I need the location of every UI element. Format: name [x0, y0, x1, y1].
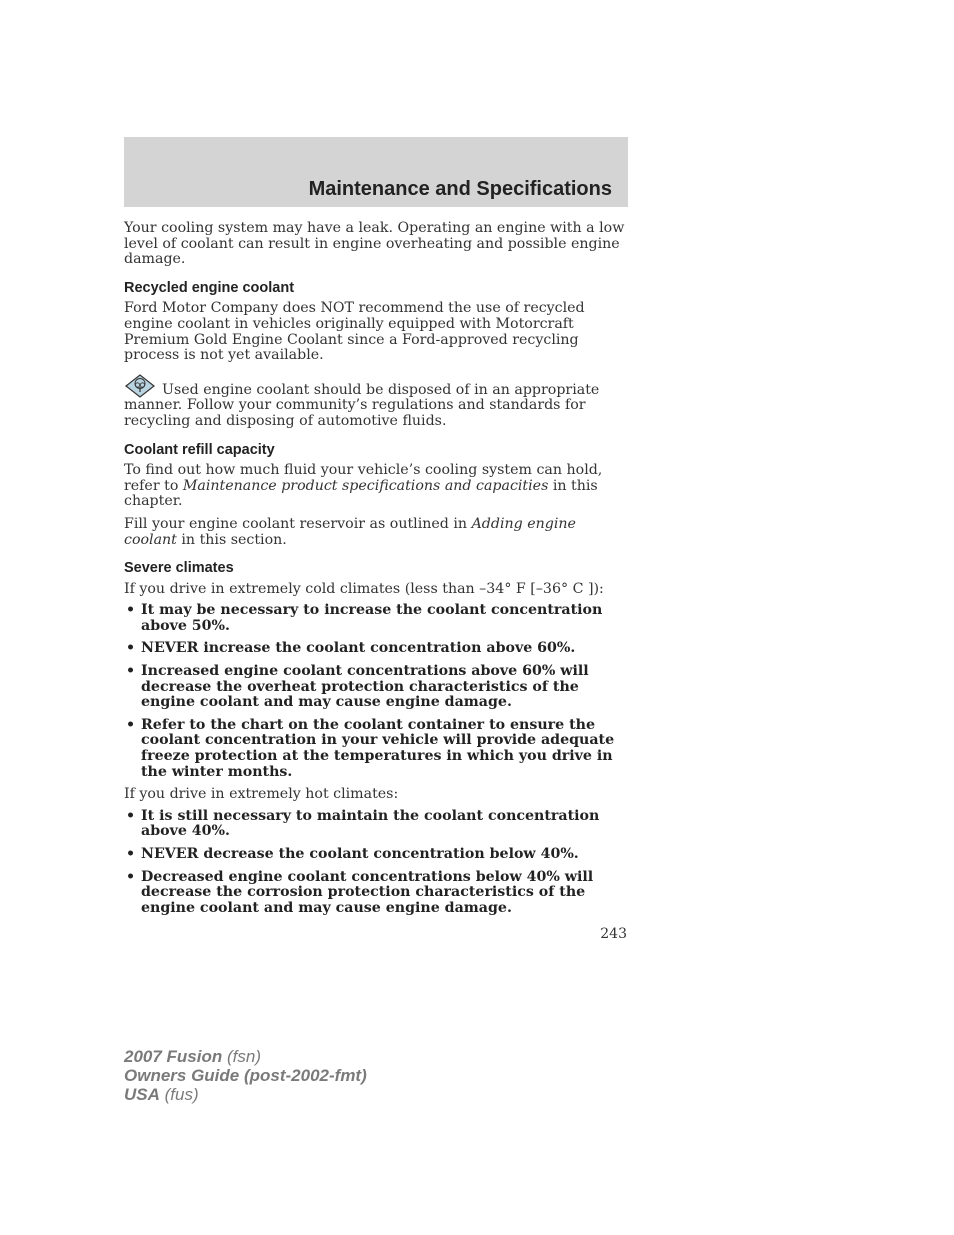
recycle-tree-icon	[124, 374, 156, 398]
footer-model-code: (fsn)	[222, 1047, 261, 1066]
footer-line-3	[124, 1085, 367, 1104]
list-item-text: It is still necessary to maintain the coolant concentration above 40%.	[141, 807, 600, 840]
document-footer	[124, 1047, 367, 1104]
section-header-band	[124, 137, 628, 207]
environment-note-text: Used engine coolant should be disposed of in an appropriate manner. Follow your community’s regulations and standards for recycling and disposing of automotive fluids.	[124, 381, 600, 429]
list-item-text: NEVER increase the coolant concentration above 60%.	[141, 640, 576, 657]
heading-recycled-coolant: Recycled engine coolant	[124, 279, 295, 296]
footer-model: 2007 Fusion	[124, 1047, 223, 1066]
page-content	[124, 221, 628, 923]
list-item-text: Refer to the chart on the coolant container to ensure the coolant concentration in your vehicle will provide adequate freeze protection at the temperatures in which you drive in the winter months.	[141, 716, 615, 780]
intro-paragraph: Your cooling system may have a leak. Operating an engine with a low level of coolant can result in engine overheating and possible engine damage.	[124, 220, 625, 268]
footer-market: USA	[124, 1085, 160, 1104]
recycled-coolant-paragraph: Ford Motor Company does NOT recommend the use of recycled engine coolant in vehicles originally equipped with Motorcraft Premium Gold Engine Coolant since a Ford-approved recycling process is not yet available.	[124, 300, 585, 364]
heading-severe-climates: Severe climates	[124, 560, 234, 577]
footer-line-2: Owners Guide (post-2002-fmt)	[124, 1066, 367, 1085]
list-item: • NEVER increase the coolant concentration above 60%.	[126, 640, 576, 657]
refill-p2-post: in this section.	[176, 531, 287, 548]
refill-p2-pre: Fill your engine coolant reservoir as outlined in	[124, 515, 472, 532]
list-item-text: NEVER decrease the coolant concentration below 40%.	[141, 846, 579, 862]
section-title: Maintenance and Specifications	[308, 178, 612, 200]
footer-line-1	[124, 1047, 367, 1066]
list-item: • Refer to the chart on the coolant container to ensure the coolant concentration in your vehicle will provide adequate freeze protection at the temperatures in which you drive in the winter months.	[126, 716, 615, 780]
refill-p2-reference: Adding engine coolant	[124, 515, 576, 548]
list-item: • NEVER decrease the coolant concentration below 40%.	[126, 846, 579, 862]
cold-climate-intro: If you drive in extremely cold climates (less than –34° F [–36° C ]):	[124, 580, 604, 597]
page-number: 243	[600, 926, 627, 942]
list-item: • Increased engine coolant concentrations above 60% will decrease the overheat protection characteristics of the engine coolant and may cause engine damage.	[126, 663, 589, 711]
list-item: • It may be necessary to increase the coolant concentration above 50%.	[126, 602, 603, 634]
list-item: • Decreased engine coolant concentrations below 40% will decrease the corrosion protection characteristics of the engine coolant and may cause engine damage.	[126, 868, 594, 916]
refill-paragraph-1	[124, 463, 628, 510]
list-item-text: It may be necessary to increase the coolant concentration above 50%.	[141, 602, 603, 634]
list-item-text: Increased engine coolant concentrations above 60% will decrease the overheat protection characteristics of the engine coolant and may cause engine damage.	[141, 663, 589, 711]
footer-market-code: (fus)	[159, 1085, 199, 1104]
cold-climate-list	[124, 603, 628, 780]
hot-climate-intro: If you drive in extremely hot climates:	[124, 786, 399, 803]
refill-p1-reference: Maintenance product specifications and capacities	[182, 477, 549, 494]
list-item-text: Decreased engine coolant concentrations below 40% will decrease the corrosion protection characteristics of the engine coolant and may cause engine damage.	[141, 868, 594, 916]
refill-p1-post: in this chapter.	[124, 477, 598, 510]
list-item: • It is still necessary to maintain the coolant concentration above 40%.	[126, 807, 600, 840]
heading-refill-capacity: Coolant refill capacity	[124, 441, 275, 458]
refill-p1-pre: To find out how much fluid your vehicle’s cooling system can hold, refer to	[124, 462, 603, 494]
environment-note	[124, 374, 628, 430]
hot-climate-list	[124, 809, 628, 917]
refill-paragraph-2	[124, 517, 628, 548]
